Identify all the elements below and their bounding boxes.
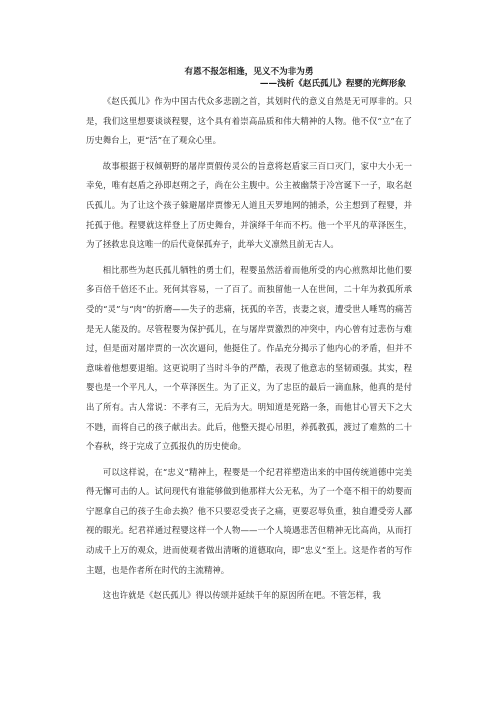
article-subtitle: ——浅析《赵氏孤儿》程婴的光辉形象 — [259, 79, 406, 89]
article-title: 有恩不报怎相逢，见义不为非为勇 — [184, 67, 314, 77]
paragraph-2: 故事根据于权倾朝野的屠岸贾假传灵公的旨意将赵盾家三百口灭门，家中大小无一幸免，唯有赵盾之孙即赵朔之子，尚在公主腹中。公主被幽禁于冷宫诞下一子，取名赵氏孤儿。为了让这个孩子躲避屠岸贾惨无人道且天罗地网的捕杀，公主想到了程婴，并托孤于他。程婴就这样登上了历史舞台，并演绎千年而不朽。他一个平凡的草泽医生，为了拯救忠良这唯一的后代竟保孤弃子，此举大义凛然且前无古人。 — [86, 160, 412, 250]
paragraph-4: 可以这样说，在“忠义”精神上，程婴是一个纪君祥塑造出来的中国传统道德中完美得无懈可击的人。试问现代有谁能够做到他那样大公无私，为了一个毫不相干的幼婴而宁愿拿自己的孩子生命去换？他不只要忍受丧子之痛，更要忍辱负重，独自遭受旁人鄙视的眼光。纪君祥通过程婴这样一个人物——一个人境遇悲苦但精神无比高尚，从而打动成千上万的观众，进而使观者做出清晰的道德取向，即“忠义”至上。这是作者的写作主题，也是作者所在时代的主流精神。 — [86, 466, 412, 575]
document-page — [86, 66, 412, 612]
paragraph-5: 这也许就是《赵氏孤儿》得以传颂并延续千年的原因所在吧。不管怎样，我 — [102, 590, 381, 601]
paragraph-3: 相比那些为赵氏孤儿牺牲的勇士们，程婴虽然活着而他所受的内心煎熬却比他们要多百倍千倍还不止。死何其容易，一了百了。而独留他一人在世间，二十年为救孤所承受的“灵”与“肉”的折磨——失子的悲痛，抚孤的辛苦，丧妻之哀，遭受世人唾骂的痛苦是无人能及的。尽管程婴为保护孤儿，在与屠岸贾激烈的冲突中，内心曾有过悲伤与难过，但是面对屠岸贾的一次次逼问，他挺住了。作品充分揭示了他内心的矛盾，但并不意味着他想要退缩。这更说明了当时斗争的严酷，表现了他意志的坚韧顽强。其实，程婴也是一个平凡人，一个草泽医生。为了正义，为了忠臣的最后一滴血脉，他真的是付出了所有。古人常说：不孝有三，无后为大。明知道是死路一条，而他甘心冒天下之大不韪，而将自己的孩子献出去。此后，他整天提心吊胆，养孤教孤，渡过了难熬的二十个春秋，终于完成了立孤报仇的历史使命。 — [86, 264, 412, 452]
paragraph-1: 《赵氏孤儿》作为中国古代众多悲剧之首，其划时代的意义自然是无可厚非的。只是，我们这里想要谈谈程婴，这个具有着崇高品质和伟大精神的人物。他不仅“立”在了历史舞台上，更“活”在了观众心里。 — [86, 96, 412, 146]
